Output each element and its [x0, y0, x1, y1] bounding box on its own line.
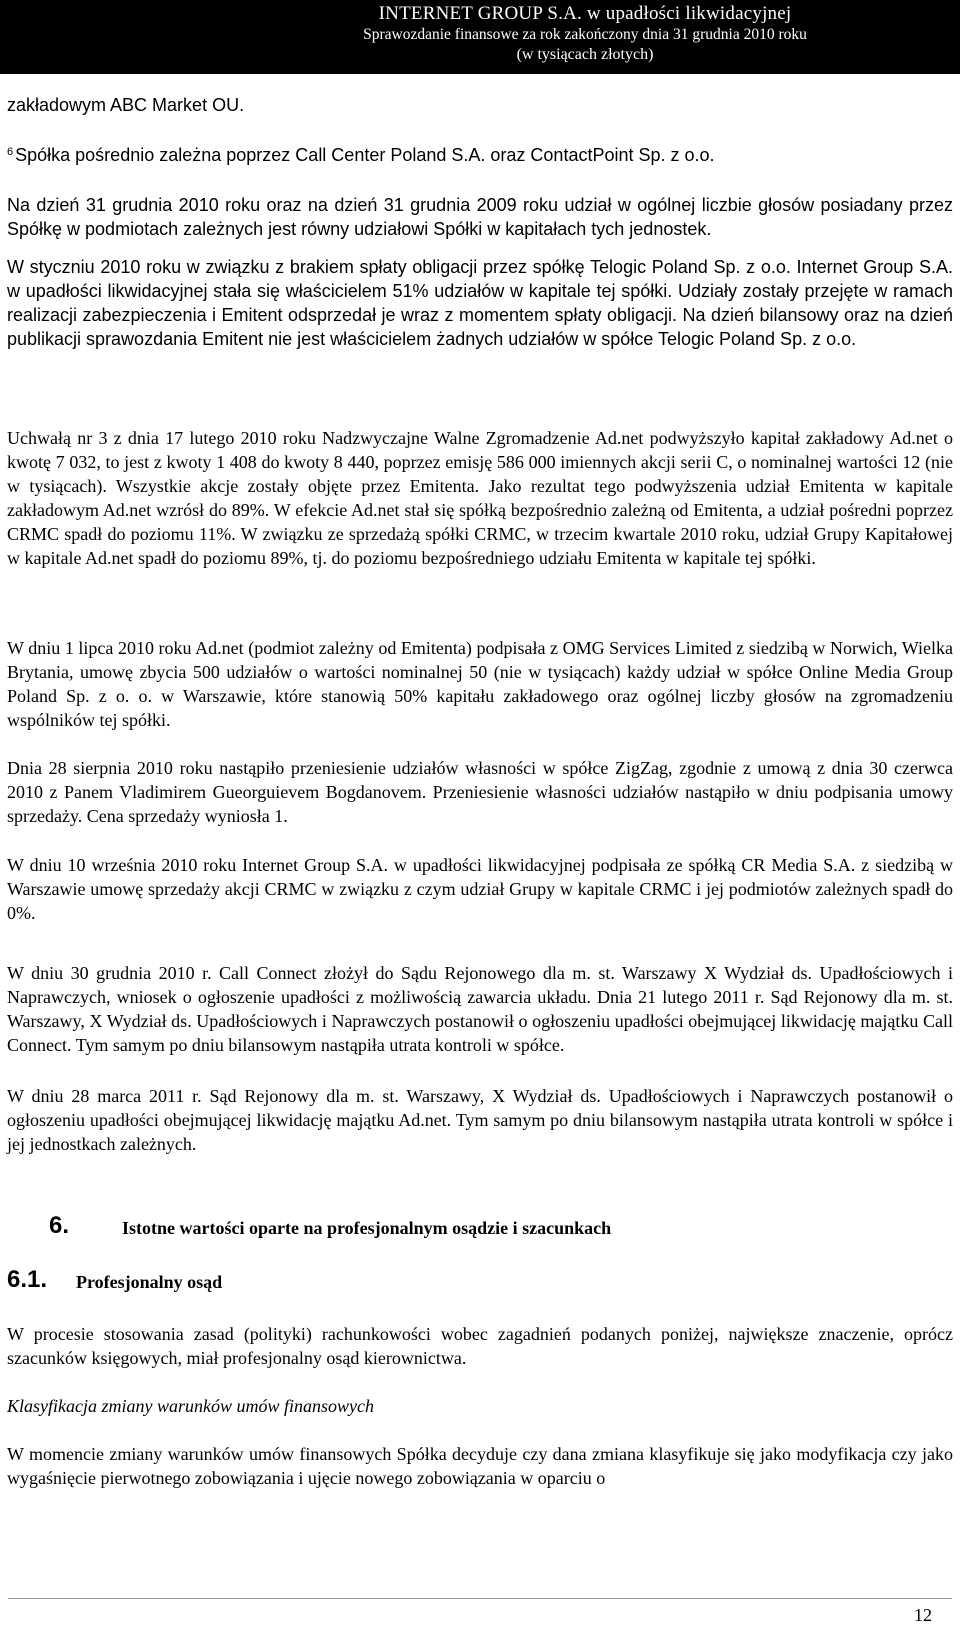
header-report-title: Sprawozdanie finansowe za rok zakończony dnia 31 grudnia 2010 roku: [363, 26, 807, 43]
page-header: [0, 0, 960, 74]
paragraph-modification-classification: W momencie zmiany warunków umów finansowych Spółka decyduje czy dana zmiana klasyfikuje się jako modyfikacja czy jako wygaśnięcie pierwotnego zobowiązania i ujęcie nowego zobowiązania w oparciu o: [7, 1444, 953, 1488]
section-6-1-title: Profesjonalny osąd: [76, 1272, 223, 1292]
header-company-name: INTERNET GROUP S.A. w upadłości likwidacyjnej: [378, 3, 792, 24]
footnote-number: 6: [7, 146, 14, 158]
footnote: [7, 140, 953, 167]
section-6-1-number: 6.1.: [7, 1266, 48, 1293]
header-units-note: (w tysiącach złotych): [516, 46, 654, 63]
section-6-number: 6.: [49, 1212, 70, 1239]
paragraph-zigzag: Dnia 28 sierpnia 2010 roku nastąpiło przeniesienie udziałów własności w spółce ZigZag, zgodnie z umową z dnia 30 czerwca 2010 z Panem Vladimirem Gueorguievem Bogdanovem. Przeniesienie własności udziałów nastąpiło w dniu podpisania umowy sprzedaży. Cena sprzedaży wyniosła 1.: [7, 758, 953, 826]
footer-divider: [8, 1598, 952, 1599]
paragraph-telogic: W styczniu 2010 roku w związku z brakiem spłaty obligacji przez spółkę Telogic Poland Sp. z o.o. Internet Group S.A. w upadłości likwidacyjnej stała się właścicielem 51% udziałów w kapitale tej spółki. Udziały zostały przejęte w ramach realizacji zabezpieczenia i Emitent odsprzedał je wraz z momentem spłaty obligacji. Na dzień bilansowy oraz na dzień publikacji sprawozdania Emitent nie jest właścicielem żadnych udziałów w spółce Telogic Poland Sp. z o.o.: [7, 257, 953, 349]
continued-text: zakładowym ABC Market OU.: [7, 95, 245, 115]
paragraph-call-connect: W dniu 30 grudnia 2010 r. Call Connect złożył do Sądu Rejonowego dla m. st. Warszawy X Wydział ds. Upadłościowych i Naprawczych, wniosek o ogłoszenie upadłości z możliwością zawarcia układu. Dnia 21 lutego 2011 r. Sąd Rejonowy dla m. st. Warszawy, X Wydział ds. Upadłościowych i Naprawczych postanowił o ogłoszeniu upadłości obejmującej likwidację majątku Call Connect. Tym samym po dniu bilansowym nastąpiła utrata kontroli w spółce.: [7, 963, 953, 1055]
section-6-title: Istotne wartości oparte na profesjonalnym osądzie i szacunkach: [122, 1218, 612, 1238]
paragraph-adnet-bankruptcy: W dniu 28 marca 2011 r. Sąd Rejonowy dla m. st. Warszawy, X Wydział ds. Upadłościowych i Naprawczych postanowił o ogłoszeniu upadłości obejmującej likwidację majątku Ad.net. Tym samym po dniu bilansowym nastąpiła utrata kontroli w spółce i jej jednostkach zależnych.: [7, 1086, 953, 1154]
header-text-block: [250, 3, 920, 65]
paragraph-professional-judgement: W procesie stosowania zasad (polityki) rachunkowości wobec zagadnień podanych poniżej, największe znaczenie, oprócz szacunków księgowych, miał profesjonalny osąd kierownictwa.: [7, 1324, 953, 1368]
paragraph-omg-services: W dniu 1 lipca 2010 roku Ad.net (podmiot zależny od Emitenta) podpisała z OMG Services Limited z siedzibą w Norwich, Wielka Brytania, umowę zbycia 500 udziałów o wartości nominalnej 50 (nie w tysiącach) każdy udział w spółce Online Media Group Poland Sp. z o. o. w Warszawie, które stanowią 50% kapitału zakładowego oraz ogólnej liczby głosów na zgromadzeniu wspólników tej spółki.: [7, 638, 953, 730]
paragraph-crmc-sale: W dniu 10 września 2010 roku Internet Group S.A. w upadłości likwidacyjnej podpisała ze spółką CR Media S.A. z siedzibą w Warszawie umowę sprzedaży akcji CRMC w związku z czym udział Grupy w kapitale CRMC i jej podmiotów zależnych spadł do 0%.: [7, 855, 953, 923]
subheading-financial-terms: Klasyfikacja zmiany warunków umów finansowych: [7, 1396, 374, 1416]
page-number: 12: [914, 1605, 932, 1625]
paragraph-adnet-capital-increase: Uchwałą nr 3 z dnia 17 lutego 2010 roku Nadzwyczajne Walne Zgromadzenie Ad.net podwyższyło kapitał zakładowy Ad.net o kwotę 7 032, to jest z kwoty 1 408 do kwoty 8 440, poprzez emisję 586 000 imiennych akcji serii C, o nominalnej wartości 12 (nie w tysiącach). Wszystkie akcje zostały objęte przez Emitenta. Jako rezultat tego podwyższenia udział Emitenta w kapitale zakładowym Ad.net wzrósł do 89%. W efekcie Ad.net stał się spółką bezpośrednio zależną od Emitenta, a udział pośredni poprzez CRMC spadł do poziomu 11%. W związku ze sprzedażą spółki CRMC, w trzecim kwartale 2010 roku, udział Grupy Kapitałowej w kapitale Ad.net spadł do poziomu 89%, tj. do poziomu bezpośredniego udziału Emitenta w kapitale tej spółki.: [7, 428, 953, 568]
paragraph-subsidiary-votes: Na dzień 31 grudnia 2010 roku oraz na dzień 31 grudnia 2009 roku udział w ogólnej liczbie głosów posiadany przez Spółkę w podmiotach zależnych jest równy udziałowi Spółki w kapitałach tych jednostek.: [7, 195, 953, 239]
footnote-text: Spółka pośrednio zależna poprzez Call Center Poland S.A. oraz ContactPoint Sp. z o.o.: [15, 145, 715, 165]
